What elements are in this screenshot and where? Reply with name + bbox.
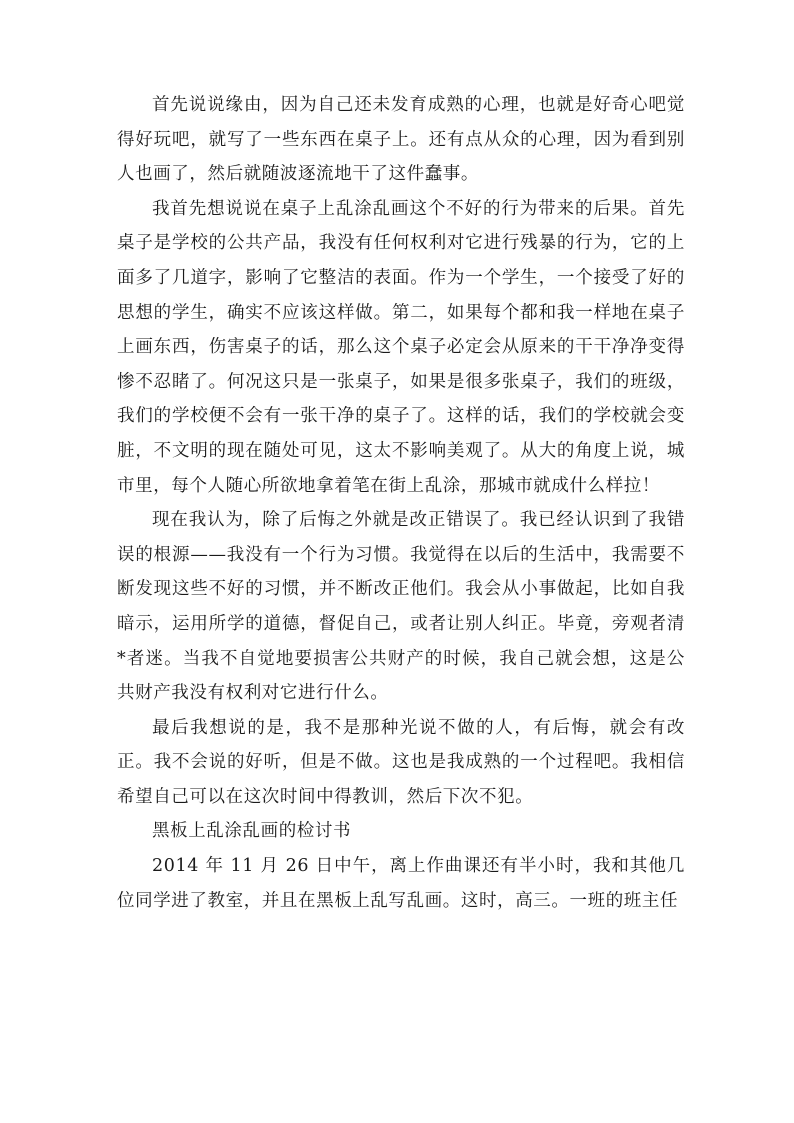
section-heading: 黑板上乱涂乱画的检讨书 bbox=[152, 821, 352, 842]
paragraph-correction: 现在我认为，除了后悔之外就是改正错误了。我已经认识到了我错误的根源——我没有一个行为习惯。我觉得在以后的生活中，我需要不断发现这些不好的习惯，并不断改正他们。我会从小事做起，比如自我暗示，运用所学的道德，督促自己，或者让别人纠正。毕竟，旁观者清*者迷。当我不自觉地要损害公共财产的时候，我自己就会想，这是公共财产我没有权利对它进行什么。 bbox=[117, 510, 685, 704]
paragraph-incident: 2014 年 11 月 26 日中午，离上作曲课还有半小时，我和其他几位同学进了教室，并且在黑板上乱写乱画。这时，高三。一班的班主任 bbox=[117, 856, 685, 911]
paragraph-cause: 首先说说缘由，因为自己还未发育成熟的心理，也就是好奇心吧觉得好玩吧，就写了一些东西在桌子上。还有点从众的心理，因为看到别人也画了，然后就随波逐流地干了这件蠢事。 bbox=[117, 95, 685, 185]
paragraph-consequences: 我首先想说说在桌子上乱涂乱画这个不好的行为带来的后果。首先桌子是学校的公共产品，我没有任何权利对它进行残暴的行为，它的上面多了几道字，影响了它整洁的表面。作为一个学生，一个接受了好的思想的学生，确实不应该这样做。第二，如果每个都和我一样地在桌子上画东西，伤害桌子的话，那么这个桌子必定会从原来的干干净净变得惨不忍睹了。何况这只是一张桌子，如果是很多张桌子，我们的班级，我们的学校便不会有一张干净的桌子了。这样的话，我们的学校就会变脏，不文明的现在随处可见，这太不影响美观了。从大的角度上说，城市里，每个人随心所欲地拿着笔在街上乱涂，那城市就成什么样拉！ bbox=[117, 198, 685, 496]
paragraph-conclusion: 最后我想说的是，我不是那种光说不做的人，有后悔，就会有改正。我不会说的好听，但是不做。这也是我成熟的一个过程吧。我相信希望自己可以在这次时间中得教训，然后下次不犯。 bbox=[117, 717, 685, 807]
document-body bbox=[117, 88, 685, 918]
